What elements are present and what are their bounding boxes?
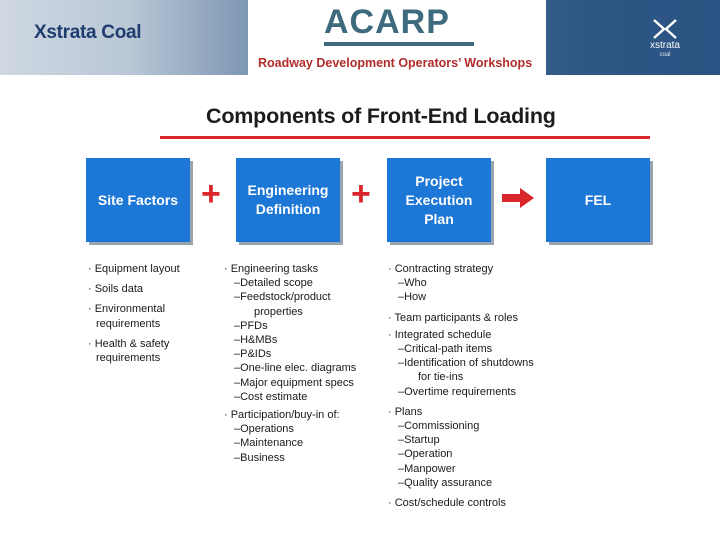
list-item: · Environmental [88, 303, 166, 316]
sub-item: –Detailed scope [234, 277, 313, 290]
list-item: · Plans [388, 405, 423, 418]
workshop-title: Roadway Development Operators’ Workshops [258, 56, 533, 70]
list-item-continuation: requirements [96, 352, 161, 365]
sub-item: –Major equipment specs [234, 376, 354, 389]
company-name: Xstrata Coal [34, 22, 142, 43]
right-arrow-icon [502, 188, 534, 208]
site-factors-list [88, 262, 228, 365]
sub-item: –Identification of shutdowns [398, 357, 534, 370]
header-band [0, 0, 720, 75]
sub-item: –Startup [398, 434, 440, 447]
list-item: · Participation/buy-in of: [224, 409, 340, 422]
fel-label: FEL [584, 191, 612, 208]
sub-item: –Feedstock/product [234, 291, 331, 304]
sub-item: –H&MBs [234, 334, 278, 347]
project-execution-plan-list [388, 262, 588, 510]
list-item: · Engineering tasks [224, 263, 319, 275]
site-factors-label: Site Factors [97, 191, 179, 208]
engineering-definition-list [224, 262, 394, 465]
project-execution-plan-box [387, 158, 491, 242]
engineering-definition-box [236, 158, 340, 242]
sub-item: –Critical-path items [398, 343, 493, 356]
xstrata-logo [640, 18, 690, 64]
acarp-logo-underline [324, 42, 474, 46]
site-factors-box [86, 158, 190, 242]
sub-item: –Quality assurance [398, 476, 493, 489]
list-item: · Equipment layout [88, 263, 180, 275]
sub-item-continuation: properties [254, 305, 303, 318]
sub-item: –Who [398, 277, 427, 290]
sub-item: –Cost estimate [234, 390, 308, 403]
xstrata-logo-sub: coal [659, 52, 671, 58]
sub-item: –Manpower [398, 462, 456, 475]
slide-panel [82, 92, 660, 510]
fel-box [546, 158, 650, 242]
sub-item: –PFDs [234, 319, 268, 332]
xstrata-logo-word: xstrata [649, 40, 680, 51]
slide-title: Components of Front-End Loading [206, 104, 556, 128]
list-item: · Team participants & roles [388, 311, 519, 324]
list-item: · Health & safety [88, 337, 170, 350]
list-item: · Soils data [88, 283, 144, 296]
list-item: · Contracting strategy [388, 263, 494, 275]
list-item-continuation: requirements [96, 317, 161, 330]
list-item: · Integrated schedule [388, 328, 492, 341]
sub-item: –Maintenance [234, 437, 304, 450]
sub-item: –One-line elec. diagrams [234, 362, 357, 375]
sub-item: –Overtime requirements [398, 385, 516, 398]
sub-item: –Commissioning [398, 420, 480, 433]
sub-item: –Operations [234, 423, 294, 436]
sub-item: –Business [234, 451, 285, 464]
sub-item-continuation: for tie-ins [418, 371, 464, 384]
acarp-logo-panel [248, 0, 546, 75]
plus-sign: + [351, 175, 371, 213]
sub-item: –Operation [398, 448, 453, 461]
engineering-definition-label: Engineering Definition [247, 182, 329, 217]
acarp-logo: ACARP [324, 3, 450, 41]
title-rule [160, 136, 650, 139]
xstrata-x-icon [652, 18, 678, 40]
sub-item: –How [398, 291, 427, 304]
sub-item: –P&IDs [234, 348, 272, 361]
project-execution-plan-label: Project Execution Plan [405, 172, 473, 227]
list-item: · Cost/schedule controls [388, 497, 506, 510]
plus-sign: + [201, 175, 221, 213]
